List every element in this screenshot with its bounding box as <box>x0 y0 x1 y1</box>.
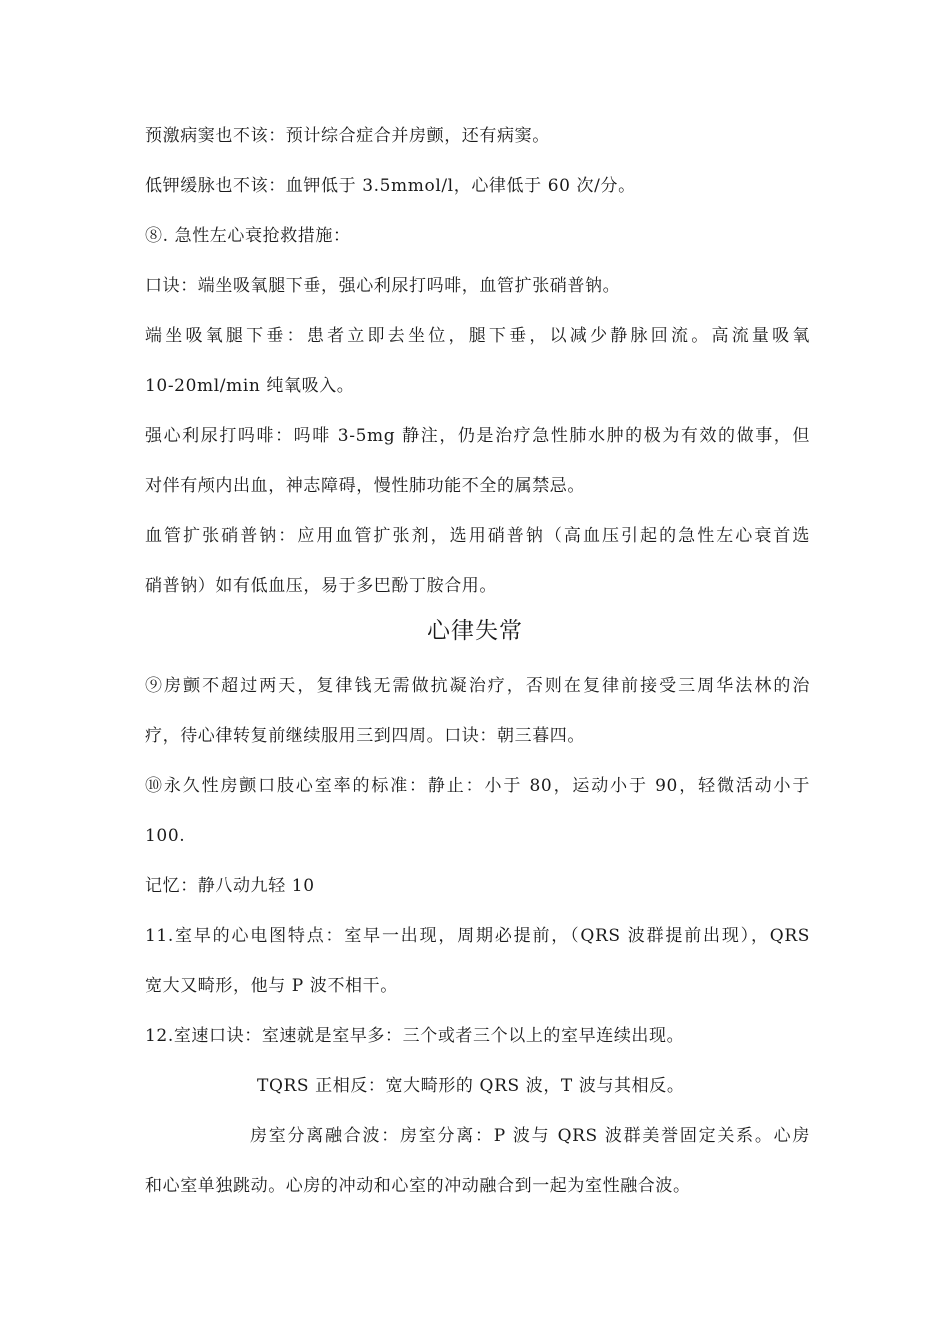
text-line-12: ⑨房颤不超过两天，复律钱无需做抗凝治疗，否则在复律前接受三周华法林的治 <box>145 676 810 696</box>
text-line-22: 和心室单独跳动。心房的冲动和心室的冲动融合到一起为室性融合波。 <box>145 1176 691 1196</box>
text-line-18: 宽大又畸形，他与 P 波不相干。 <box>145 976 398 996</box>
section-heading-8: ⑧. 急性左心衰抢救措施： <box>145 226 351 246</box>
section-title: 心律失常 <box>427 618 523 644</box>
text-line-1: 预激病窦也不该：预计综合症合并房颤，还有病窦。 <box>145 126 550 146</box>
text-line-8: 对伴有颅内出血，神志障碍，慢性肺功能不全的属禁忌。 <box>145 476 585 496</box>
text-line-10: 硝普钠）如有低血压，易于多巴酚丁胺合用。 <box>145 576 497 596</box>
text-line-15: 100. <box>145 826 186 846</box>
text-line-21: 房室分离融合波：房室分离：P 波与 QRS 波群美誉固定关系。心房 <box>250 1126 810 1146</box>
text-line-6: 10-20ml/min 纯氧吸入。 <box>145 376 355 396</box>
text-line-17: 11.室早的心电图特点：室早一出现，周期必提前，（QRS 波群提前出现），QRS <box>145 926 810 946</box>
text-line-20: TQRS 正相反：宽大畸形的 QRS 波，T 波与其相反。 <box>257 1076 685 1096</box>
text-line-13: 疗，待心律转复前继续服用三到四周。口诀：朝三暮四。 <box>145 726 585 746</box>
text-line-2: 低钾缓脉也不该：血钾低于 3.5mmol/l，心律低于 60 次/分。 <box>145 176 636 196</box>
text-line-4: 口诀：端坐吸氧腿下垂，强心利尿打吗啡，血管扩张硝普钠。 <box>145 276 621 296</box>
text-line-14: ⑩永久性房颤口肢心室率的标准：静止：小于 80，运动小于 90，轻微活动小于 <box>145 776 810 796</box>
text-line-9: 血管扩张硝普钠：应用血管扩张剂，选用硝普钠（高血压引起的急性左心衰首选 <box>145 526 810 546</box>
text-line-19: 12.室速口诀：室速就是室早多：三个或者三个以上的室早连续出现。 <box>145 1026 685 1046</box>
text-line-16: 记忆：静八动九轻 10 <box>145 876 315 896</box>
text-line-7: 强心利尿打吗啡：吗啡 3-5mg 静注，仍是治疗急性肺水肿的极为有效的做事，但 <box>145 426 810 446</box>
text-line-5: 端坐吸氧腿下垂：患者立即去坐位，腿下垂，以减少静脉回流。高流量吸氧 <box>145 326 810 346</box>
